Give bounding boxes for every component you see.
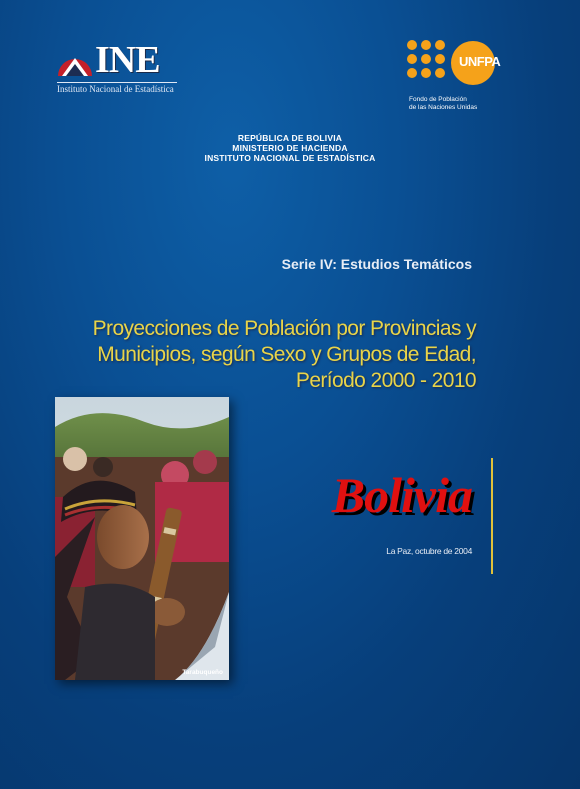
- ine-subtitle: Instituto Nacional de Estadística: [57, 82, 177, 94]
- title-line-3: Período 2000 - 2010: [295, 369, 476, 392]
- series-label: Serie IV: Estudios Temáticos: [281, 256, 472, 272]
- accent-rule: [491, 458, 493, 574]
- title-line-2: Municipios, según Sexo y Grupos de Edad,: [97, 343, 476, 366]
- unfpa-wordmark: UNFPA: [459, 54, 501, 69]
- header-line-republic: REPÚBLICA DE BOLIVIA: [237, 133, 343, 143]
- cover-photo: [55, 397, 229, 680]
- unfpa-dots-icon: [407, 40, 457, 84]
- government-header: [150, 133, 430, 163]
- header-line-institute: INSTITUTO NACIONAL DE ESTADÍSTICA: [204, 153, 376, 163]
- country-title: Bolivia: [331, 467, 472, 523]
- ine-emblem-icon: [55, 42, 95, 80]
- unfpa-subtitle: [409, 96, 519, 112]
- photo-caption: Tarabuqueño: [182, 669, 223, 676]
- ine-wordmark: INE: [95, 39, 160, 81]
- publication-date: La Paz, octubre de 2004: [386, 546, 472, 556]
- ine-logo: [55, 39, 175, 96]
- header-line-ministry: MINISTERIO DE HACIENDA: [232, 143, 348, 153]
- unfpa-subtitle-line1: Fondo de Población: [409, 96, 467, 103]
- unfpa-logo: [407, 40, 517, 115]
- unfpa-subtitle-line2: de las Naciones Unidas: [409, 104, 478, 111]
- document-title: [56, 316, 476, 394]
- title-line-1: Proyecciones de Población por Provincias y: [92, 317, 476, 340]
- musician-illustration: [55, 397, 229, 680]
